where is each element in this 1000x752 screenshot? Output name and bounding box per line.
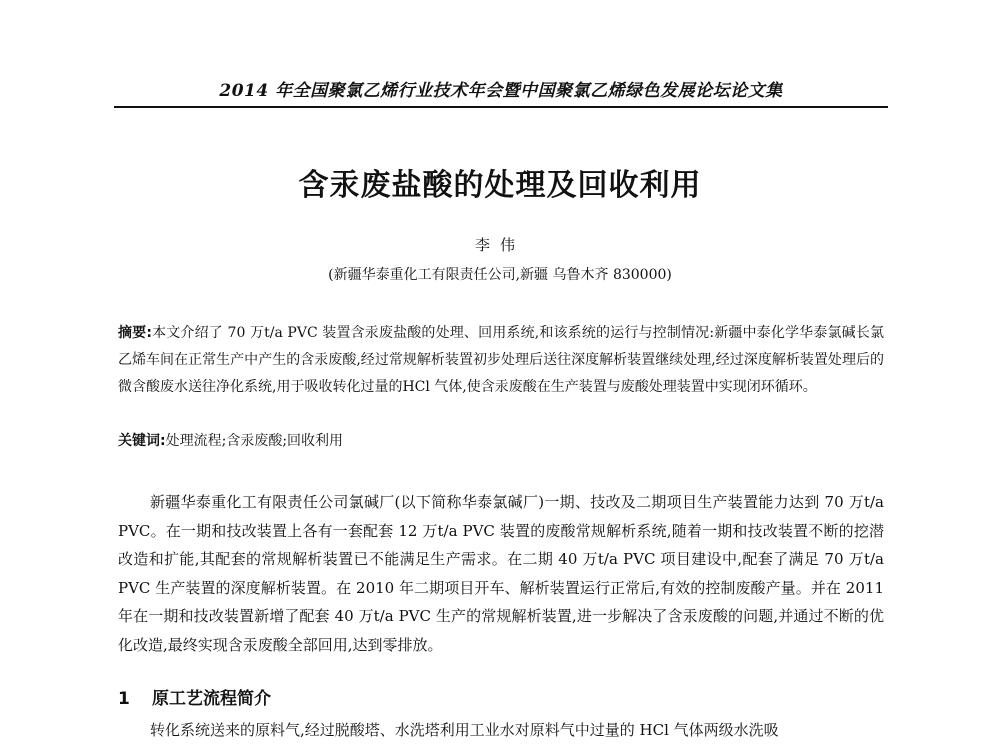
header-rule <box>114 106 888 108</box>
section-heading <box>118 684 884 709</box>
keywords <box>118 428 884 455</box>
abstract-text: 本文介绍了 70 万t/a PVC 装置含汞废盐酸的处理、回用系统,和该系统的运行与控制情况:新疆中泰化学华泰氯碱长氯乙烯车间在正常生产中产生的含汞废酸,经过常规解析装置初步处理后送往深度解析装置继续处理,经过深度解析装置处理后的微含酸废水送往净化系统,用于吸收转化过量的HCl 气体,使含汞废酸在生产装置与废酸处理装置中实现闭环循环。 <box>118 325 884 395</box>
intro-paragraph: 新疆华泰重化工有限责任公司氯碱厂(以下简称华泰氯碱厂)一期、技改及二期项目生产装置能力达到 70 万t/a PVC。在一期和技改装置上各有一套配套 12 万t/a PVC 装置的废酸常规解析系统,随着一期和技改装置不断的挖潜改造和扩能,其配套的常规解析装置已不能满足生产需求。在二期 40 万t/a PVC 项目建设中,配套了满足 70 万t/a PVC 生产装置的深度解析装置。在 2010 年二期项目开车、解析装置运行正常后,有效的控制废酸产量。并在 2011 年在一期和技改装置新增了配套 40 万t/a PVC 生产的常规解析装置,进一步解决了含汞废酸的问题,并通过不断的优化改造,最终实现含汞废酸全部回用,达到零排放。 <box>118 493 884 654</box>
abstract <box>118 320 884 401</box>
section-1-paragraph: 转化系统送来的原料气,经过脱酸塔、水洗塔利用工业水对原料气中过量的 HCl 气体两级水洗吸 <box>150 721 779 739</box>
section-title: 原工艺流程简介 <box>152 689 271 709</box>
keywords-label: 关键词: <box>118 433 166 449</box>
author-affiliation: (新疆华泰重化工有限责任公司,新疆 乌鲁木齐 830000) <box>328 267 672 283</box>
section-number: 1 <box>118 689 130 709</box>
paper-title: 含汞废盐酸的处理及回收利用 <box>298 168 702 203</box>
keywords-text: 处理流程;含汞废酸;回收利用 <box>165 433 344 449</box>
author-name: 李伟 <box>474 236 525 254</box>
abstract-label: 摘要: <box>118 325 152 341</box>
running-header: 2014 年全国聚氯乙烯行业技术年会暨中国聚氯乙烯绿色发展论坛论文集 <box>219 81 783 101</box>
